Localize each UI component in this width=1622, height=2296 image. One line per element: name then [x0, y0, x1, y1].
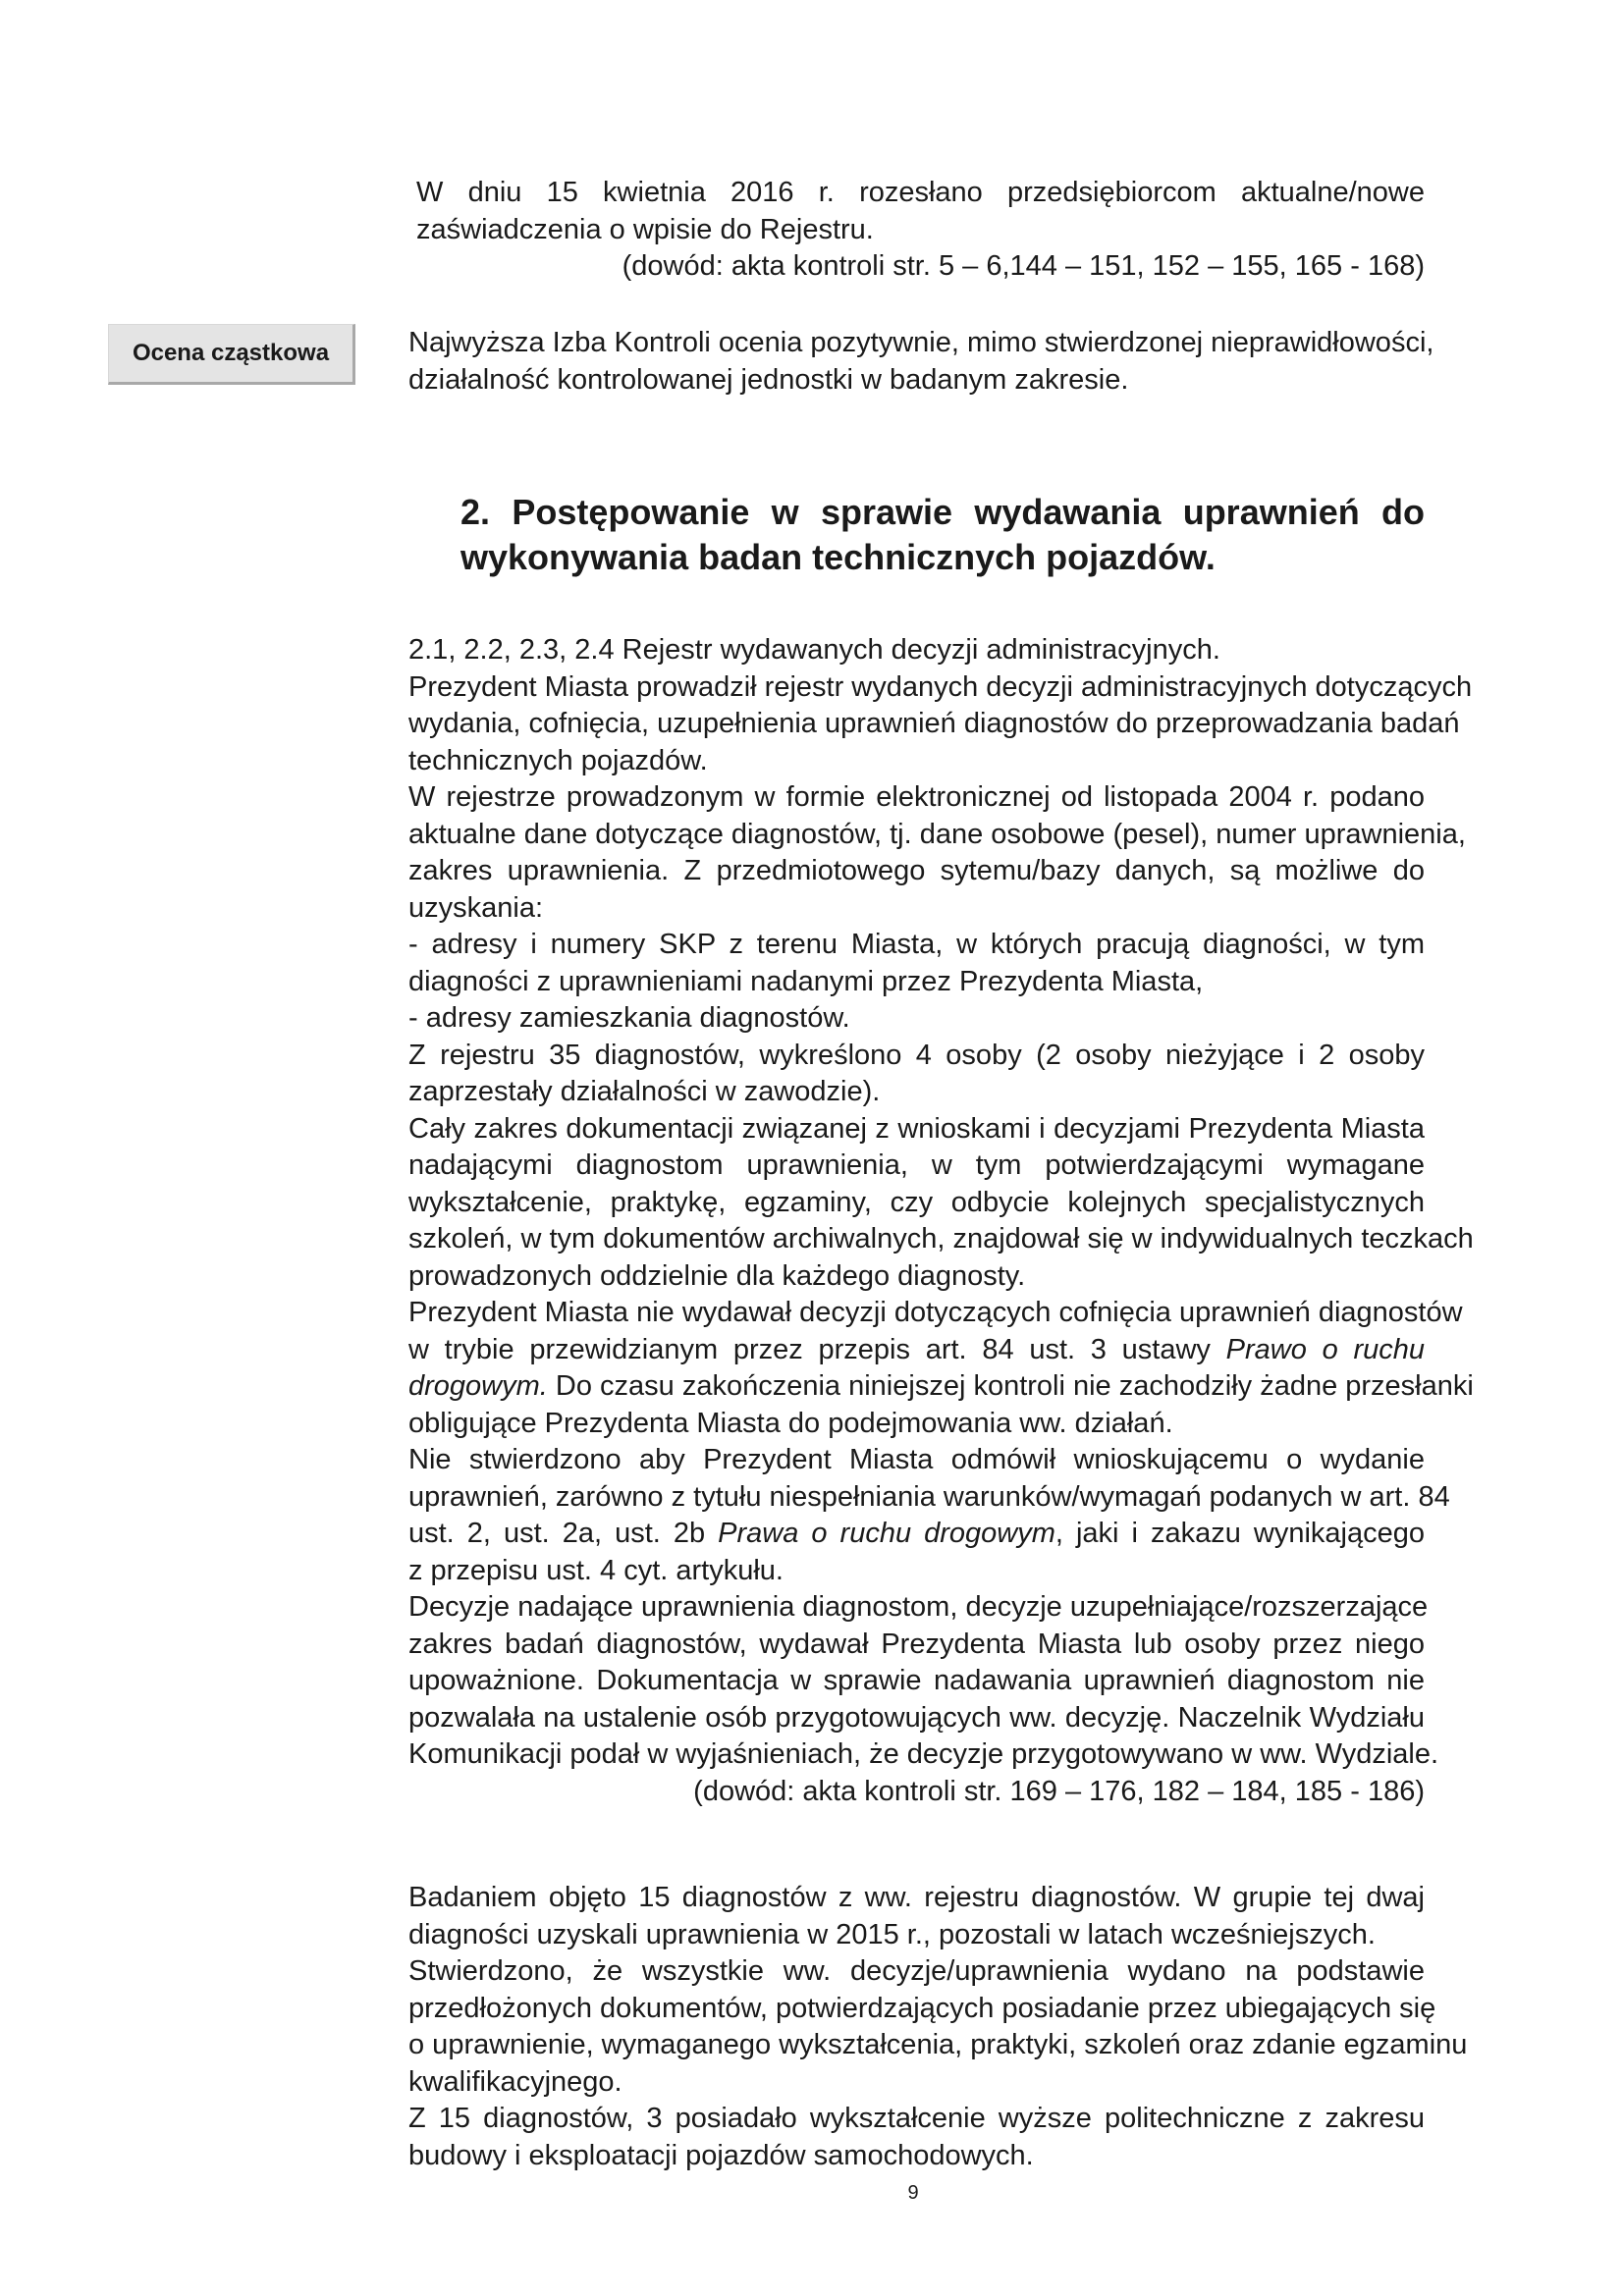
text-line: Komunikacji podał w wyjaśnieniach, że decyzje przygotowywano w ww. Wydziale.: [408, 1738, 1439, 1770]
text-line: Prezydent Miasta prowadził rejestr wydanych decyzji administracyjnych dotyczących: [408, 670, 1473, 703]
text-line: zakres badań diagnostów, wydawał Prezydenta Miasta lub osoby przez niego: [408, 1628, 1425, 1660]
text-line: [408, 1368, 1474, 1406]
body-paragraphs: [408, 632, 1474, 1810]
text-line: Najwyższa Izba Kontroli ocenia pozytywnie, mimo stwierdzonej nieprawidłowości,: [408, 327, 1434, 358]
ocena-czastkowa-label: [108, 324, 355, 385]
text-line: W rejestrze prowadzonym w formie elektronicznej od listopada 2004 r. podano: [408, 781, 1425, 813]
ocena-paragraph: [408, 325, 1434, 399]
text-line: z przepisu ust. 4 cyt. artykułu.: [408, 1554, 784, 1586]
text-line: upoważnione. Dokumentacja w sprawie nadawania uprawnień diagnostom nie: [408, 1665, 1425, 1696]
italic-law-title: Prawa o ruchu drogowym: [718, 1518, 1055, 1549]
text-line: zaświadczenia o wpisie do Rejestru.: [416, 213, 874, 245]
heading-line: wykonywania badan technicznych pojazdów.: [460, 537, 1216, 577]
text-line: o uprawnienie, wymaganego wykształcenia, praktyki, szkoleń oraz zdanie egzaminu: [408, 2029, 1468, 2060]
text-line: Prezydent Miasta nie wydawał decyzji dotyczących cofnięcia uprawnień diagnostów: [408, 1297, 1463, 1328]
text-line: Cały zakres dokumentacji związanej z wnioskami i decyzjami Prezydenta Miasta: [408, 1112, 1425, 1145]
text-line: prowadzonych oddzielnie dla każdego diagnosty.: [408, 1259, 1026, 1292]
text-line: wykształcenie, praktykę, egzaminy, czy odbycie kolejnych specjalistycznych: [408, 1186, 1425, 1218]
ocena-label-text: Ocena cząstkowa: [132, 340, 330, 366]
text-line: budowy i eksploatacji pojazdów samochodowych.: [408, 2139, 1034, 2171]
text-line: Nie stwierdzono aby Prezydent Miasta odmówił wnioskującemu o wydanie: [408, 1444, 1425, 1475]
italic-law-title: Prawo o ruchu: [1225, 1333, 1425, 1365]
text-fragment: , jaki i zakazu wynikającego: [1054, 1518, 1425, 1549]
text-line: obligujące Prezydenta Miasta do podejmowania ww. działań.: [408, 1407, 1173, 1439]
text-line: wydania, cofnięcia, uzupełnienia uprawnień diagnostów do przeprowadzania badań: [408, 708, 1460, 739]
page-number: 9: [907, 2182, 919, 2204]
text-line: Z 15 diagnostów, 3 posiadało wykształcenie wyższe politechniczne z zakresu: [408, 2103, 1425, 2134]
text-line: W dniu 15 kwietnia 2016 r. rozesłano przedsiębiorcom aktualne/nowe: [416, 177, 1425, 208]
text-fragment: ust. 2, ust. 2a, ust. 2b: [408, 1518, 706, 1549]
heading-line: 2. Postępowanie w sprawie wydawania uprawnień do: [460, 492, 1425, 532]
subsection-title: 2.1, 2.2, 2.3, 2.4 Rejestr wydawanych decyzji administracyjnych.: [408, 634, 1220, 666]
section-heading: [460, 490, 1425, 580]
text-line: uprawnień, zarówno z tytułu niespełniania warunków/wymagań podanych w art. 84: [408, 1480, 1450, 1513]
text-line: Decyzje nadające uprawnienia diagnostom, decyzje uzupełniające/rozszerzające: [408, 1591, 1429, 1623]
text-line: - adresy zamieszkania diagnostów.: [408, 1002, 850, 1034]
evidence-note: (dowód: akta kontroli str. 169 – 176, 182 – 184, 185 - 186): [693, 1775, 1425, 1807]
text-line: zaprzestały działalności w zawodzie).: [408, 1076, 881, 1107]
text-line: Z rejestru 35 diagnostów, wykreślono 4 osoby (2 osoby nieżyjące i 2 osoby: [408, 1039, 1425, 1071]
text-line: szkoleń, w tym dokumentów archiwalnych, znajdował się w indywidualnych teczkach: [408, 1223, 1474, 1255]
text-line: uzyskania:: [408, 891, 544, 924]
text-line: nadającymi diagnostom uprawnienia, w tym potwierdzającymi wymagane: [408, 1149, 1425, 1181]
text-line: kwalifikacyjnego.: [408, 2065, 622, 2098]
text-line: Badaniem objęto 15 diagnostów z ww. rejestru diagnostów. W grupie tej dwaj: [408, 1882, 1425, 1913]
text-line: zakres uprawnienia. Z przedmiotowego sytemu/bazy danych, są możliwe do: [408, 855, 1425, 886]
evidence-note: (dowód: akta kontroli str. 5 – 6,144 – 151, 152 – 155, 165 - 168): [622, 250, 1425, 282]
text-line: przedłożonych dokumentów, potwierdzających posiadanie przez ubiegających się: [408, 1992, 1436, 2024]
text-line: - adresy i numery SKP z terenu Miasta, w których pracują diagności, w tym: [408, 929, 1425, 960]
text-line: pozwalała na ustalenie osób przygotowujących ww. decyzję. Naczelnik Wydziału: [408, 1701, 1425, 1734]
text-line: działalność kontrolowanej jednostki w badanym zakresie.: [408, 363, 1129, 396]
intro-paragraph: [416, 175, 1425, 286]
text-line: diagności uzyskali uprawnienia w 2015 r., pozostali w latach wcześniejszych.: [408, 1918, 1376, 1950]
text-line: aktualne dane dotyczące diagnostów, tj. dane osobowe (pesel), numer uprawnienia,: [408, 818, 1466, 850]
text-line: [408, 1332, 1425, 1369]
body2-paragraphs: [408, 1880, 1468, 2174]
text-fragment: Do czasu zakończenia niniejszej kontroli nie zachodziły żadne przesłanki: [555, 1370, 1474, 1402]
text-line: diagności z uprawnieniami nadanymi przez Prezydenta Miasta,: [408, 965, 1204, 997]
italic-law-title: drogowym.: [408, 1370, 548, 1402]
text-line: [408, 1516, 1425, 1553]
text-line: technicznych pojazdów.: [408, 744, 708, 776]
text-line: Stwierdzono, że wszystkie ww. decyzje/uprawnienia wydano na podstawie: [408, 1955, 1425, 1987]
text-fragment: w trybie przewidzianym przez przepis art. 84 ust. 3 ustawy: [408, 1333, 1211, 1365]
